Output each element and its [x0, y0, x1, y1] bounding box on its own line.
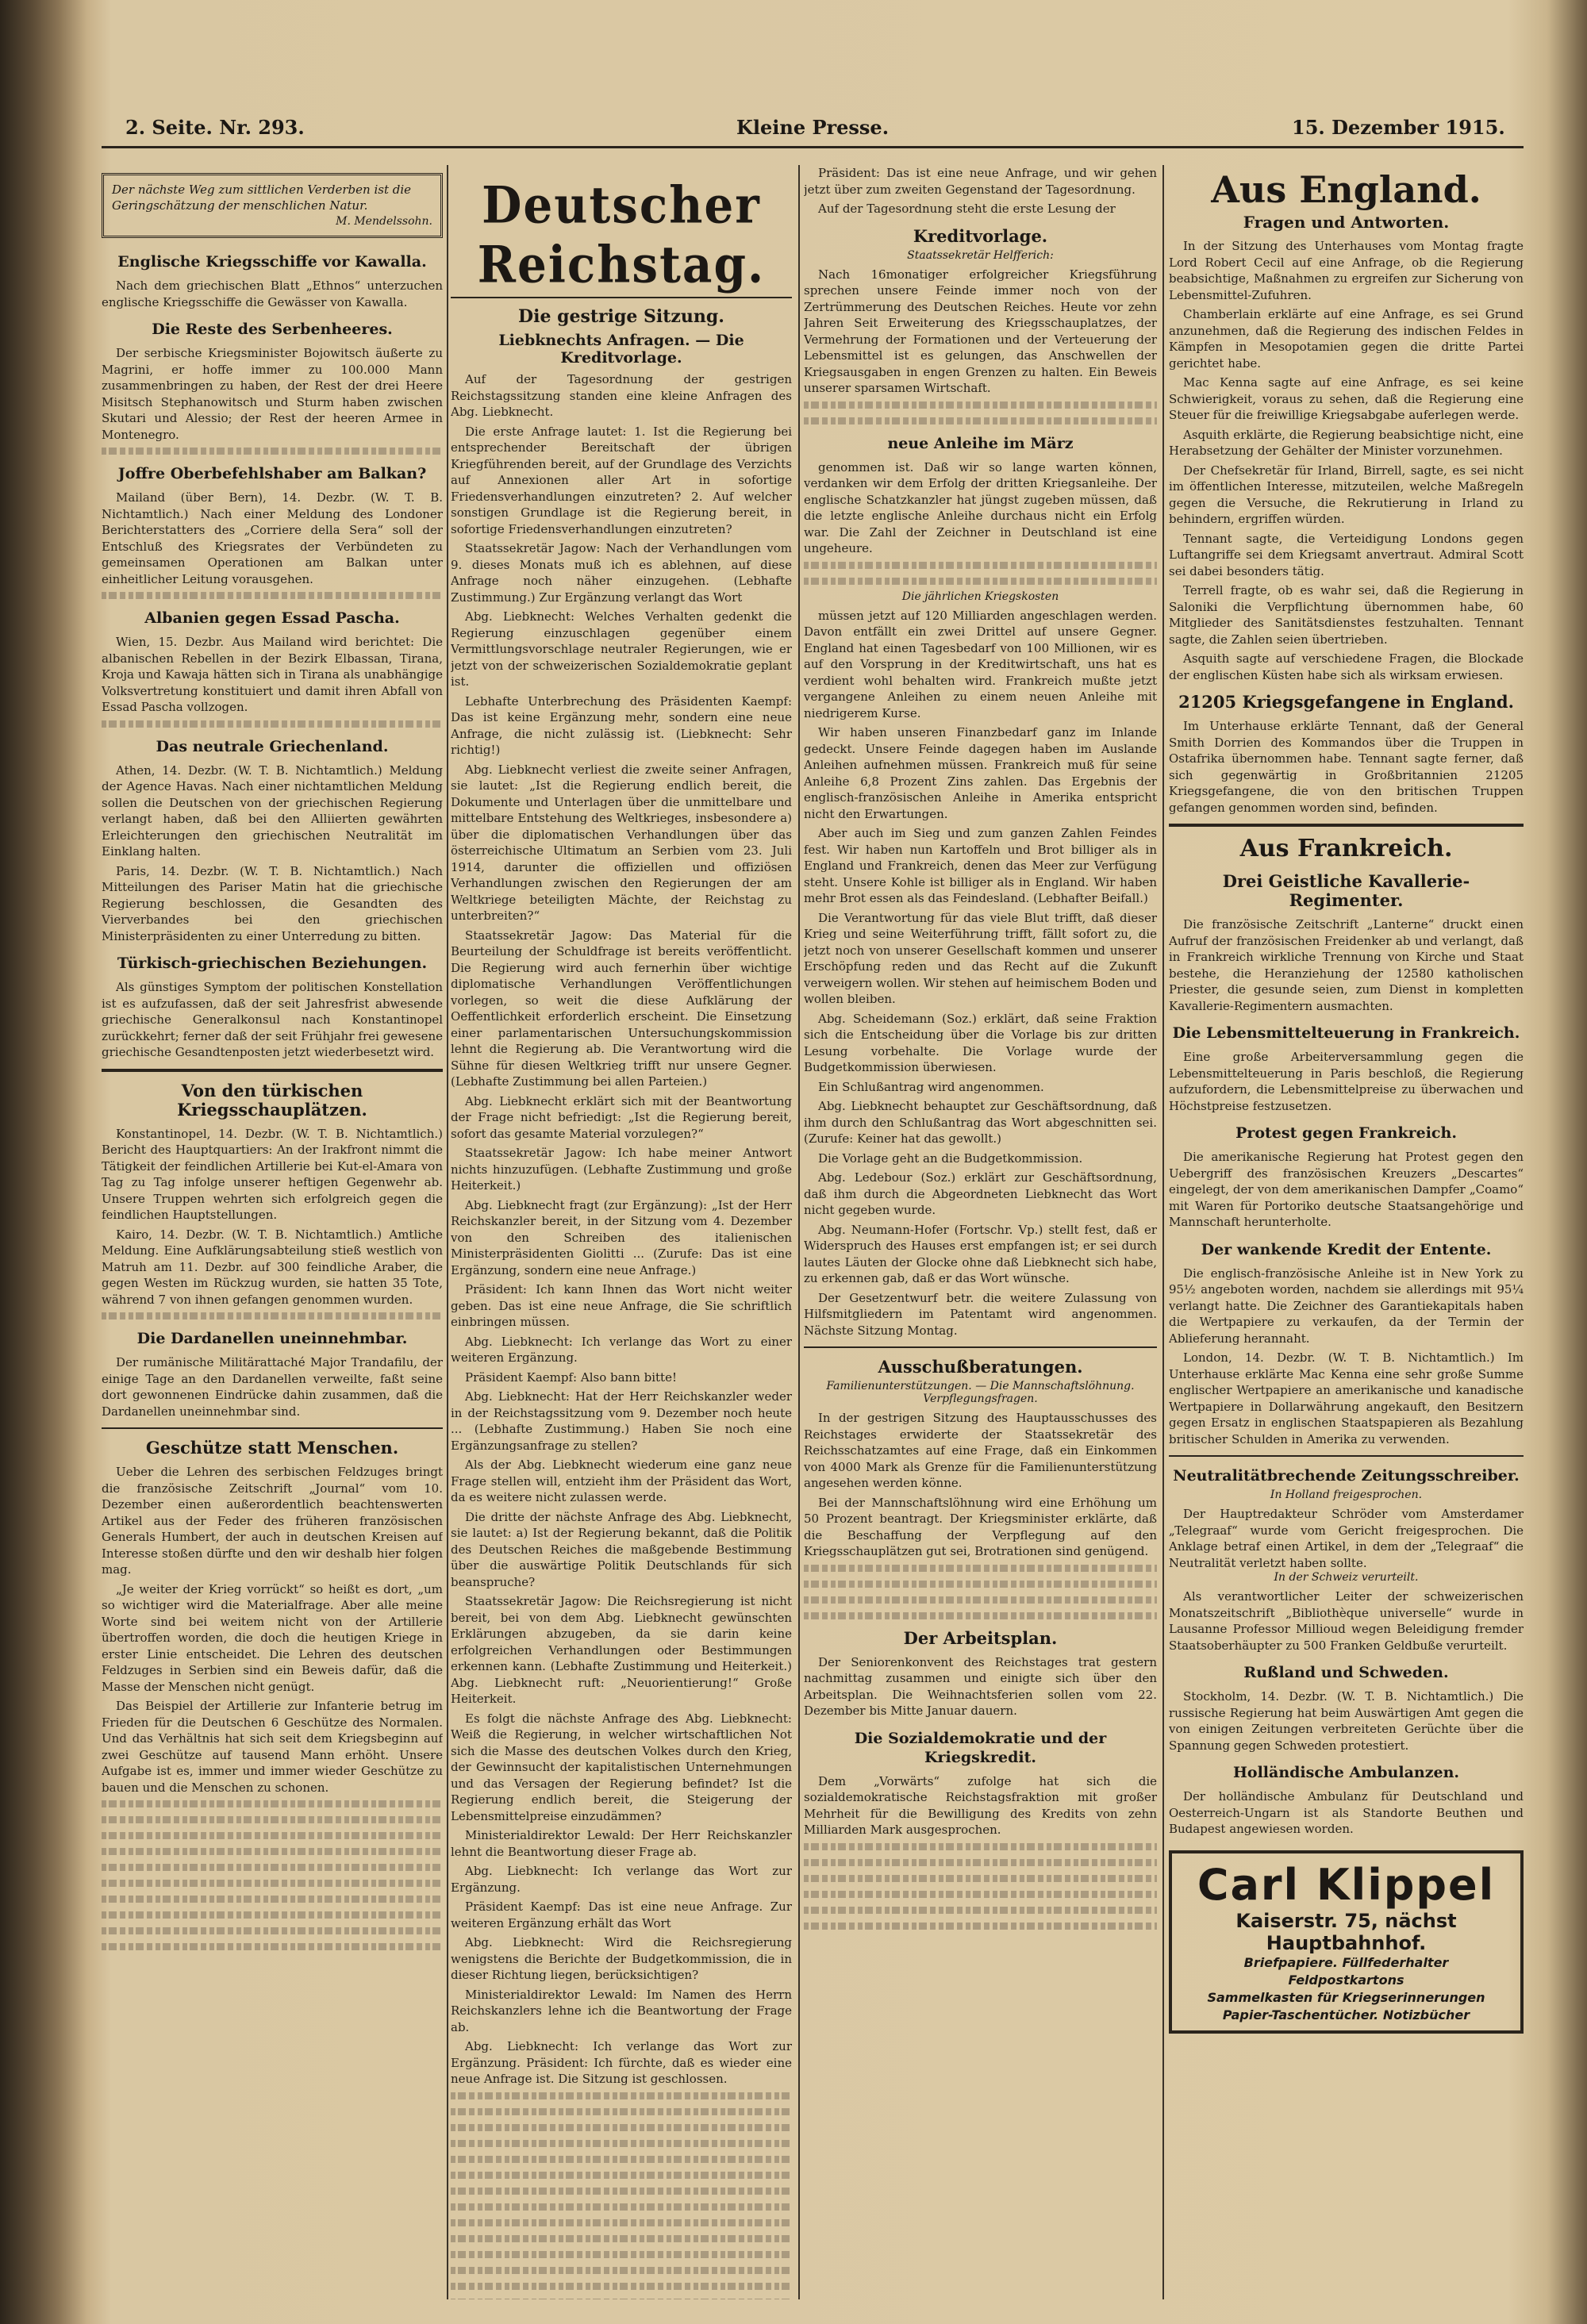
article-paragraph: müssen jetzt auf 120 Milliarden angeschlagen werden. Davon entfällt ein zwei Drittel auf unsere Gegner. England hat einen Tagesbedarf von 100 Millionen, wir es auf den Vorsprung in der Kreditwirtschaft, uns hat es verdient wohl behalten wird. Frankreich mußte jetzt vergangene Anleihen zu einem neuen Anleihe mit niedrigerem Kurse.: [804, 608, 1157, 720]
article-paragraph: Staatssekretär Jagow: Das Material für die Beurteilung der Schuldfrage ist bereits veröffentlicht. Die Regierung wird auch fernerhin über wichtige diplomatische Verhandlungen Veröffentlichungen vorlegen, so weit die diese Aufklärung der Oeffentlichkeit erforderlich erscheint. Die Einsetzung einer parlamentarischen Untersuchungskommission lehnt die Regierung ab. Die Verantwortung wird die Sühne für diesen Weltkrieg trifft nur unsere Gegner. (Lebhafte Zustimmung bei allen Parteien.): [451, 928, 792, 1089]
article-paragraph: Abg. Scheidemann (Soz.) erklärt, daß seine Fraktion sich die Entscheidung über die Vorlage bis zur dritten Lesung vorbehalte. Die Vorlage wurde der Budgetkommission überwiesen.: [804, 1011, 1157, 1074]
text-line: [102, 720, 443, 728]
text-line: [804, 417, 1157, 424]
text-line: [804, 1565, 1157, 1572]
article-paragraph: Abg. Liebknecht: Welches Verhalten gedenkt die Regierung einzuschlagen gegenüber einem Vermittlungsvorschlage neutraler Regierungen, wie er jetzt von der schweizerischen Sozialdemokratie geplant ist.: [451, 609, 792, 689]
advertiser-address: Kaiserstr. 75, nächst Hauptbahnhof.: [1235, 1909, 1457, 1954]
article-heading: Drei Geistliche Kavallerie-Regimenter.: [1222, 871, 1470, 910]
text-line: [102, 1816, 443, 1823]
subsection-label: Die jährlichen Kriegskosten: [901, 590, 1059, 603]
article-paragraph: Die dritte der nächste Anfrage des Abg. Liebknecht, sie lautet: a) Ist der Regierung bekannt, daß die Politik des Deutschen Reiches die maßgebende Bestimmung über die auswärtige Politik Deutschlands für sich beanspruche?: [451, 1509, 792, 1589]
text-line: [804, 1859, 1157, 1866]
section-rule: [1169, 824, 1524, 827]
paper-name: Kleine Presse.: [736, 116, 890, 139]
article-heading: Neutralitätbrechende Zeitungsschreiber.: [1173, 1467, 1520, 1485]
text-line: [102, 1880, 443, 1887]
article-paragraph: Mailand (über Bern), 14. Dezbr. (W. T. B. Nichtamtlich.) Nach einer Meldung des Londoner Berichterstatters des „Corriere della Sera“ soll der Entschluß des Kriegsrates der Verbündeten zu gemeinsamen Operationen am Balkan unter einheitlicher Leitung vorausgehen.: [102, 490, 443, 586]
article-paragraph: Dem „Vorwärts“ zufolge hat sich die sozialdemokratische Reichstagsfraktion mit großer Mehrheit für die Bewilligung des Kredits von zehn Milliarden Mark ausgesprochen.: [804, 1773, 1157, 1837]
article-paragraph: Als verantwortlicher Leiter der schweizerischen Monatszeitschrift „Bibliothèque universelle“ wurde in Lausanne Professor Millioud wegen Beleidigung fremder Staatsoberhäupter zu 500 Franken Geldbuße verurteilt.: [1169, 1589, 1524, 1653]
article-paragraph: London, 14. Dezbr. (W. T. B. Nichtamtlich.) Im Unterhause erklärte Mac Kenna eine sehr große Summe englischer Wertpapiere an amerikanische und kanadische Wertpapiere in Dollarwährung angekauft, den Besitzern gegen Ersatz in englischen Staatspapieren als Bezahlung britischer Schulden in Amerika zu verwenden.: [1169, 1350, 1524, 1446]
advertiser-name: Carl Klippel: [1197, 1859, 1496, 1910]
article-paragraph: Ueber die Lehren des serbischen Feldzuges bringt die französische Zeitschrift „Journal“ vom 10. Dezember einen außerordentlich beachtenswerten Artikel aus der Feder des früheren französischen Generals Humbert, der auch in deutschen Kreisen auf Interesse stoßen dürfte und den wir deshalb hier folgen mag.: [102, 1465, 443, 1577]
article-paragraph: Auf der Tagesordnung steht die erste Lesung der: [818, 202, 1116, 216]
text-line: [102, 1927, 443, 1934]
text-line: [451, 2283, 792, 2290]
text-line: [804, 1596, 1157, 1604]
text-line: [451, 2251, 792, 2258]
issue-date: 15. Dezember 1915.: [1292, 116, 1505, 139]
text-line: [102, 1800, 443, 1807]
article-heading: Die Dardanellen uneinnehmbar.: [136, 1330, 408, 1347]
text-line: [804, 1923, 1157, 1930]
article-paragraph: Präsident Kaempf: Das ist eine neue Anfrage. Zur weiteren Ergänzung erhält das Wort: [451, 1900, 792, 1930]
text-line: [804, 1612, 1157, 1619]
article-heading: Holländische Ambulanzen.: [1232, 1764, 1460, 1781]
text-line: [451, 2156, 792, 2163]
article-paragraph: Abg. Liebknecht: Wird die Reichsregierung wenigstens die Berichte der Budgetkommission, die in dieser Richtung liegen, berücksichtigen?: [451, 1935, 792, 1982]
section-subheading: Fragen und Antworten.: [1243, 213, 1450, 232]
speaker-label: Staatssekretär Helfferich:: [907, 248, 1054, 262]
article-paragraph: Wir haben unseren Finanzbedarf ganz im Inlande gedeckt. Unsere Feinde dagegen haben im Auslande Anleihen aufnehmen müssen. Frankreich muß für seine Anleihe 6,8 Prozent Zins zahlen. Das Ergebnis der englisch-französischen Anleihe in Amerika entspricht nicht den Erwartungen.: [804, 725, 1157, 821]
text-line: [804, 562, 1157, 569]
article-paragraph: Nach 16monatiger erfolgreicher Kriegsführung sprechen unsere Feinde immer noch von der Zertrümmerung des Deutschen Reiches. Heute vor zehn Jahren Seit Erweiterung des Kriegsschauplatzes, der Vermehrung der Formationen und der Verteuerung der Lebensmittel ist es gelungen, das Anschwellen der Kriegsausgaben in engen Grenzen zu halten. Ein Beweis unserer sparsamen Wirtschaft.: [804, 267, 1157, 395]
article-paragraph: Chamberlain erklärte auf eine Anfrage, es sei Grund anzunehmen, daß die Regierung des indischen Feldes in Kämpfen in Mesopotamien gegen die dritte Partei gerichtet habe.: [1169, 307, 1524, 371]
article-paragraph: Abg. Liebknecht: Hat der Herr Reichskanzler weder in der Reichstagssitzung vom 9. Dezember noch heute ... (Lebhafte Zustimmung.) Haben Sie noch eine Ergänzungsanfrage zu stellen?: [451, 1389, 792, 1453]
column-rule-3: [1162, 165, 1164, 2299]
article-paragraph: Ministerialdirektor Lewald: Der Herr Reichskanzler lehnt die Beantwortung dieser Frage ab.: [451, 1828, 792, 1859]
text-line: [102, 1864, 443, 1871]
advertisement-line: Sammelkasten für Kriegserinnerungen: [1207, 1989, 1485, 2005]
column-rule-2: [798, 165, 800, 2299]
article-paragraph: Ministerialdirektor Lewald: Im Namen des Herrn Reichskanzlers lehne ich die Beantwortung der Frage ab.: [451, 1987, 792, 2034]
motto-author: M. Mendelssohn.: [336, 215, 432, 228]
article-paragraph: Abg. Neumann-Hofer (Fortschr. Vp.) stellt fest, daß er Widerspruch des Hauses erst empfangen ist; er sei durch lautes Läuten der Glocke ohne daß Liebknecht sich habe, zu erkennen gab, daß er das Wort wünsche.: [804, 1222, 1157, 1285]
text-line: [102, 1848, 443, 1855]
article-paragraph: Tennant sagte, die Verteidigung Londons gegen Luftangriffe sei dem Kriegsamt anvertraut. Admiral Scott sei dabei besonders tätig.: [1169, 531, 1524, 578]
article-paragraph: Kairo, 14. Dezbr. (W. T. B. Nichtamtlich.) Amtliche Meldung. Eine Aufklärungsabteilung stieß westlich von Matruh am 11. Dezbr. auf 300 feindliche Araber, die gegen Westen im Rückzug wurden, sie hatten 35 Tote, während 7 von ihnen gefangen genommen wurden.: [102, 1227, 443, 1307]
article-heading: Die Reste des Serbenheeres.: [152, 321, 393, 338]
article-paragraph: Lebhafte Unterbrechung des Präsidenten Kaempf: Das ist keine Ergänzung mehr, sondern eine neue Anfrage, die nicht zulässig ist. (Liebknecht: Sehr richtig!): [451, 693, 792, 757]
article-paragraph: Es folgt die nächste Anfrage des Abg. Liebknecht: Weiß die Regierung, in welcher wirtschaftlichen Not sich die Masse des deutschen Volkes durch den Krieg, der Gewinnsucht der kapitalistischen Unternehmungen und das Versagen der Regierung befindet? Ist die Regierung endlich bereit, die Steigerung der Lebensmittelpreise einzudämmen?: [451, 1711, 792, 1823]
article-paragraph: Abg. Liebknecht fragt (zur Ergänzung): „Ist der Herr Reichskanzler bereit, in der Sitzung vom 4. Dezember von den Schreiben des italienischen Ministerpräsidenten Giolitti ... (Zurufe: Das ist eine Ergänzung, sondern eine neue Anfrage.): [451, 1197, 792, 1277]
column-1: [102, 165, 443, 2299]
article-heading: neue Anleihe im März: [887, 434, 1074, 452]
article-paragraph: Stockholm, 14. Dezbr. (W. T. B. Nichtamtlich.) Die russische Regierung hat beim Auswärtigen Amt gegen die von einigen Zeitungen verbreiteten Gerüchte über die Spannung gegen Schweden protestiert.: [1169, 1689, 1524, 1753]
article-heading: Das neutrale Griechenland.: [156, 737, 389, 755]
column-rule-1: [447, 165, 448, 2299]
article-paragraph: Der Seniorenkonvent des Reichstages trat gestern nachmittag zusammen und einigte sich über den Arbeitsplan. Die Weihnachtsferien sollen vom 22. Dezember bis Mitte Januar dauern.: [804, 1654, 1157, 1718]
article-paragraph: Abg. Liebknecht: Ich verlange das Wort zur Ergänzung.: [451, 1864, 792, 1895]
article-paragraph: Präsident: Ich kann Ihnen das Wort nicht weiter geben. Das ist eine neue Anfrage, die Sie schriftlich einbringen müssen.: [451, 1282, 792, 1329]
article-paragraph: Präsident: Das ist eine neue Anfrage, und wir gehen jetzt über zum zweiten Gegenstand der Tagesordnung.: [804, 166, 1157, 197]
article-paragraph: Im Unterhause erklärte Tennant, daß der General Smith Dorrien des Kommandos über die Truppen in Ostafrika übernommen habe. Tennant sagte ferner, daß sich gegenwärtig in Großbritannien 21205 Kriegsgefangene, die von den britischen Truppen gefangen genommen worden sind, befinden.: [1169, 719, 1524, 815]
text-line: [102, 1896, 443, 1903]
text-line: [451, 2203, 792, 2211]
newspaper-page: [102, 94, 1524, 2315]
article-paragraph: Die französische Zeitschrift „Lanterne“ druckt einen Aufruf der französischen Freidenker ab und verlangt, daß in Frankreich wirkliche Trennung von Kirche und Staat bestehe, die Heranziehung der 12580 katholischen Priester, die gesunde seien, zum Dienst in kompletten Kavallerie-Regimentern ausmachten.: [1169, 917, 1524, 1013]
article-paragraph: Auf der Tagesordnung der gestrigen Reichstagssitzung standen eine kleine Anfragen des Abg. Liebknecht.: [451, 372, 792, 419]
article-paragraph: Abg. Liebknecht: Ich verlange das Wort zu einer weiteren Ergänzung.: [451, 1334, 792, 1365]
section-masthead: Aus England.: [1211, 168, 1481, 211]
text-line: [804, 1891, 1157, 1898]
article-paragraph: Die Vorlage geht an die Budgetkommission.: [818, 1150, 1083, 1166]
article-heading: Joffre Oberbefehlshaber am Balkan?: [117, 465, 427, 482]
article-paragraph: Abg. Liebknecht behauptet zur Geschäftsordnung, daß ihm durch den Schlußantrag das Wort abgeschnitten sei. (Zurufe: Keiner hat das gewollt.): [804, 1099, 1157, 1146]
section-rule: [102, 1069, 443, 1072]
article-paragraph: Athen, 14. Dezbr. (W. T. B. Nichtamtlich.) Meldung der Agence Havas. Nach einer nichtamtlichen Meldung sollen die Deutschen von der griechischen Regierung verlangt haben, daß bei den Alliierten gewährten Erleichterungen den griechischen Neutralität im Einklang halten.: [102, 763, 443, 859]
text-line: [102, 592, 443, 599]
text-line: [451, 2188, 792, 2195]
article-heading: Geschütze statt Menschen.: [145, 1438, 399, 1458]
running-header: [102, 111, 1524, 148]
column-2: [451, 165, 792, 2299]
section-masthead: Aus Frankreich.: [1239, 835, 1453, 862]
text-line: [804, 1843, 1157, 1850]
text-line: [102, 1911, 443, 1919]
article-paragraph: Abg. Ledebour (Soz.) erklärt zur Geschäftsordnung, daß ihm durch die Abgeordneten Liebknecht das Wort nicht gegeben wurde.: [804, 1170, 1157, 1217]
article-heading: Der wankende Kredit der Entente.: [1201, 1240, 1492, 1258]
subsection-label: Familienunterstützungen. — Die Mannschaftslöhnung. Verpflegungsfragen.: [826, 1380, 1135, 1405]
article-paragraph: Asquith sagte auf verschiedene Fragen, die Blockade der englischen Küsten habe sich als wirksam erwiesen.: [1169, 651, 1524, 682]
text-line: [451, 2124, 792, 2131]
text-line: [451, 2108, 792, 2115]
section-rule: [1169, 1455, 1524, 1457]
article-paragraph: Der Gesetzentwurf betr. die weitere Zulassung von Hilfsmitgliedern im Patentamt wird angenommen. Nächste Sitzung Montag.: [804, 1290, 1157, 1338]
column-4: [1169, 165, 1524, 2299]
article-paragraph: In der Sitzung des Unterhauses vom Montag fragte Lord Robert Cecil auf eine Anfrage, ob die Regierung beabsichtige, Maßnahmen zu ergreifen zur Sicherung von Lebensmittel-Zufuhren.: [1169, 239, 1524, 302]
text-line: [102, 1943, 443, 1950]
article-paragraph: Als der Abg. Liebknecht wiederum eine ganz neue Frage stellen will, entzieht ihm der Präsident das Wort, da es weitere nicht zulassen werde.: [451, 1458, 792, 1504]
page-number: 2. Seite. Nr. 293.: [125, 116, 305, 139]
article-paragraph: Präsident Kaempf: Also bann bitte!: [465, 1369, 677, 1385]
article-paragraph: Ein Schlußantrag wird angenommen.: [818, 1079, 1044, 1094]
article-paragraph: Paris, 14. Dezbr. (W. T. B. Nichtamtlich.) Nach Mitteilungen des Pariser Matin hat die griechische Regierung beschlossen, die Gesandten des Vierverbandes bei den griechischen Ministerpräsidenten zu einer Unterredung zu bitten.: [102, 863, 443, 943]
article-paragraph: Eine große Arbeiterversammlung gegen die Lebensmittelteuerung in Paris beschloß, die Regierung aufzufordern, die Lebensmittelpreise zu überwachen und Höchstpreise festzusetzen.: [1169, 1050, 1524, 1113]
motto-text: Der nächste Weg zum sittlichen Verderben ist die Geringschätzung der menschlichen Natur.: [112, 182, 412, 213]
article-paragraph: Abg. Liebknecht erklärt sich mit der Beantwortung der Frage nicht befriedigt: „Ist die Regierung bereit, sofort das gesamte Material vorzulegen?“: [451, 1093, 792, 1141]
subsection-label: In Holland freigesprochen.: [1270, 1489, 1423, 1501]
advertisement-box: [1169, 1850, 1524, 2034]
article-paragraph: Der Hauptredakteur Schröder vom Amsterdamer „Telegraaf“ wurde vom Gericht freigesprochen. Die Anklage betraf einen Artikel, in dem der „Telegraaf“ die Neutralität verletzt haben sollte.: [1169, 1507, 1524, 1570]
text-line: [804, 578, 1157, 585]
article-paragraph: Der serbische Kriegsminister Bojowitsch äußerte zu Magrini, er hoffe immer zu 100.000 Mann zusammenbringen zu haben, der Rest der drei Heere Misitsch Stephanowitsch und Sturm haben zwischen Skutari und Alessio; der Rest der heeren Armee in Montenegro.: [102, 346, 443, 442]
text-line: [102, 1312, 443, 1319]
article-heading: Die Sozialdemokratie und der Kriegskredit.: [854, 1729, 1107, 1766]
article-heading: 21205 Kriegsgefangene in England.: [1178, 692, 1514, 712]
column-3: [804, 165, 1157, 2299]
section-rule: [804, 1346, 1157, 1348]
article-heading: Protest gegen Frankreich.: [1235, 1124, 1457, 1142]
article-paragraph: Abg. Liebknecht verliest die zweite seiner Anfragen, sie lautet: „Ist die Regierung endlich bereit, die Dokumente und Unterlagen über die unmittelbare und mittelbare Entstehung des Weltkrieges, insbesondere a) über die diplomatischen Verhandlungen über das österreichische Ultimatum an Serbien vom 23. Juli 1914, darunter die offiziellen und offiziösen Verhandlungen zwischen den Regierungen der am Weltkriege beteiligten Mächte, der Reichstag zu unterbreiten?“: [451, 762, 792, 923]
text-line: [451, 2219, 792, 2226]
section-masthead: Deutscher Reichstag.: [477, 175, 766, 294]
text-line: [451, 2235, 792, 2242]
article-paragraph: Die erste Anfrage lautet: 1. Ist die Regierung bei entsprechender Bereitschaft der übrigen Kriegführenden bereit, auf der Grundlage des Verzichts auf Annexionen aller Art in sofortige Friedensverhandlungen einzutreten? 2. Auf welcher sonstigen Grundlage ist die Regierung bereit, in sofortige Friedensverhandlungen einzutreten?: [451, 424, 792, 536]
text-line: [451, 2172, 792, 2179]
text-line: [451, 2140, 792, 2147]
text-line: [804, 1875, 1157, 1882]
motto-box: [102, 173, 443, 238]
article-paragraph: Als günstiges Symptom der politischen Konstellation ist es aufzufassen, daß der seit Jahresfrist abwesende griechische Generalkonsul nach Konstantinopel zurückkehrt; ferner daß der seit Frühjahr frei gewesene griechische Gesandtenposten jetzt wiederbesetzt wird.: [102, 980, 443, 1059]
article-paragraph: Terrell fragte, ob es wahr sei, daß die Regierung in Saloniki die Verpflichtung übernommen habe, 60 Mitglieder des Sanitätsdienstes festzuhalten. Tennant sagte, die Zahlen seien übertrieben.: [1169, 583, 1524, 647]
text-line: [451, 2267, 792, 2274]
article-paragraph: Aber auch im Sieg und zum ganzen Zahlen Feindes fest. Wir haben nun Kartoffeln und Brot billiger als in England und Frankreich, denen das Meer zur Verfügung steht. Unsere Kohle ist billiger als in England. Wir haben mehr Brot essen als das Feindesland. (Lebhafter Beifall.): [804, 826, 1157, 905]
article-paragraph: Die englisch-französische Anleihe ist in New York zu 95½ angeboten worden, nachdem sie allerdings mit 95¼ verlangt hatte. Die Zeichner des Garantiekapitals haben die Wertpapiere zu verkaufen, da der Termin der Ablieferung herannaht.: [1169, 1266, 1524, 1346]
article-paragraph: „Je weiter der Krieg vorrückt“ so heißt es dort, „um so wichtiger wird die Materialfrage. Aber alle meine Worte sind bei weitem nicht von der Artillerie übertroffen worden, die doch die heutigen Kriege in erster Linie entscheidet. Die Lehren des deutschen Feldzuges in Serbien sind ein Beweis dafür, daß die Masse der Menschen nicht genügt.: [102, 1581, 443, 1694]
article-heading: Die Lebensmittelteuerung in Frankreich.: [1172, 1024, 1520, 1042]
text-line: [804, 401, 1157, 409]
article-paragraph: Bei der Mannschaftslöhnung wird eine Erhöhung um 50 Prozent beantragt. Der Kriegsminister erklärte, daß die Beschaffung der Verpflegung auf den Kriegsschauplätzen gut sei, Brotrationen sind genügend.: [804, 1495, 1157, 1558]
text-line: [102, 448, 443, 455]
article-paragraph: Der holländische Ambulanz für Deutschland und Oesterreich-Ungarn ist als Standorte Beuthen und Budapest angewiesen worden.: [1169, 1789, 1524, 1836]
article-paragraph: Wien, 15. Dezbr. Aus Mailand wird berichtet: Die albanischen Rebellen in der Bezirk Elbassan, Tirana, Kroja und Kawaja hätten sich in Tirana als unabhängige Volksvertretung konstituiert und damit ihren Abfall von Essad Pascha vollzogen.: [102, 635, 443, 714]
article-paragraph: Die Verantwortung für das viele Blut trifft, daß dieser Krieg und seine Weiterführung trifft, fällt sofort zu, die jetzt noch von unserer Gesellschaft kommen und unserer Erschöpfung reden und das Recht auf die Zukunft verweigern wollen. Wir stehen auf heimischem Boden und wollen bleiben.: [804, 910, 1157, 1006]
article-heading: Ausschußberatungen.: [878, 1357, 1083, 1377]
article-paragraph: Konstantinopel, 14. Dezbr. (W. T. B. Nichtamtlich.) Bericht des Hauptquartiers: An der Irakfront nimmt die Tätigkeit der feindlichen Artillerie bei Kut-el-Amara von Tag zu Tag infolge unserer heftigen Gegenwehr ab. Unsere Truppen wehrten sich erfolgreich gegen die feindlichen Hauptstellungen.: [102, 1126, 443, 1222]
article-paragraph: Mac Kenna sagte auf eine Anfrage, es sei keine Schwierigkeit, voraus zu sehen, daß die Regierung eine Steuer für die freiwillige Kriegsabgabe auferlegen werde.: [1169, 375, 1524, 422]
text-line: [451, 2299, 792, 2300]
article-heading: Der Arbeitsplan.: [903, 1627, 1058, 1648]
article-paragraph: In der gestrigen Sitzung des Hauptausschusses des Reichstages erwiderte der Staatssekretär des Reichsschatzamtes auf eine Frage, daß ein Einkommen von 4000 Mark als Grenze für die Familienunterstützung angesehen werden könne.: [804, 1411, 1157, 1490]
article-heading: Kreditvorlage.: [913, 225, 1048, 246]
advertisement-line: Papier-Taschentücher. Notizbücher: [1222, 2007, 1470, 2022]
article-paragraph: genommen ist. Daß wir so lange warten können, verdanken wir dem Erfolg der dritten Kriegsanleihe. Der englische Schatzkanzler hat jüngst zugeben müssen, daß die letzte englische Anleihe durchaus nicht ein Erfolg war. Die Zahl der Zeichner in Deutschland ist eine ungeheure.: [804, 459, 1157, 555]
text-line: [804, 1907, 1157, 1914]
advertisement-line: Briefpapiere. Füllfederhalter: [1243, 1954, 1449, 1970]
article-paragraph: Staatssekretär Jagow: Die Reichsregierung ist nicht bereit, bei von dem Abg. Liebknecht gewünschten Erklärungen abzugeben, da sie darin keine erfolgreichen Verhandlungen oder Bestimmungen erkennen kann. (Lebhafte Zustimmung und Heiterkeit.) Abg. Liebknecht ruft: „Neuorientierung!“ Große Heiterkeit.: [451, 1594, 792, 1706]
article-paragraph: Asquith erklärte, die Regierung beabsichtige nicht, eine Herabsetzung der Gehälter der Minister vorzunehmen.: [1169, 427, 1524, 458]
article-heading: Englische Kriegsschiffe vor Kawalla.: [117, 253, 427, 271]
article-heading: Albanien gegen Essad Pascha.: [144, 609, 400, 627]
article-heading: Türkisch-griechischen Beziehungen.: [117, 955, 428, 972]
article-paragraph: Der Chefsekretär für Irland, Birrell, sagte, es sei nicht im öffentlichen Interesse, mitzuteilen, welche Maßregeln gegen die Versuche, die Rekrutierung in Irland zu behindern, ergriffen würden.: [1169, 463, 1524, 526]
text-line: [102, 1832, 443, 1839]
section-rule: [451, 297, 792, 298]
article-paragraph: Abg. Liebknecht: Ich verlange das Wort zur Ergänzung. Präsident: Ich fürchte, daß es wieder eine neue Anfrage ist. Die Sitzung ist geschlossen.: [451, 2039, 792, 2086]
article-paragraph: Der rumänische Militärattaché Major Trandafilu, der einige Tage an den Dardanellen verweilte, faßt seine dort gewonnenen Eindrücke dahin zusammen, daß die Dardanellen uneinnehmbar sind.: [102, 1355, 443, 1419]
article-paragraph: Die amerikanische Regierung hat Protest gegen den Uebergriff des französischen Kreuzers „Descartes“ eingelegt, der von dem amerikanischen Dampfer „Coamo“ mit Waren für Portoriko deutsche Staatsangehörige und Mannschaft herunterholte.: [1169, 1150, 1524, 1229]
section-subheading: Die gestrige Sitzung.: [518, 306, 724, 327]
article-heading: Rußland und Schweden.: [1243, 1664, 1449, 1681]
advertisement-line: Feldpostkartons: [1288, 1972, 1404, 1988]
article-paragraph: Das Beispiel der Artillerie zur Infanterie betrug im Frieden für die Deutschen 6 Geschütze des Normalen. Und das Verhältnis hat sich seit dem Kriegsbeginn auf zwei Geschütze auf tausend Mann erhöht. Unsere Aufgabe ist es, immer und immer wieder Geschütze zu bauen und die Menschen zu schonen.: [102, 1699, 443, 1795]
section-rule: [102, 1427, 443, 1429]
article-paragraph: Staatssekretär Jagow: Ich habe meiner Antwort nichts hinzuzufügen. (Lebhafte Zustimmung und große Heiterkeit.): [451, 1146, 792, 1193]
article-paragraph: Staatssekretär Jagow: Nach der Verhandlungen vom 9. dieses Monats muß ich es ablehnen, auf diese Anfrage noch näher einzugehen. (Lebhafte Zustimmung.) Zur Ergänzung verlangt das Wort: [451, 541, 792, 605]
section-subheading: Liebknechts Anfragen. — Die Kreditvorlage.: [498, 332, 744, 367]
article-paragraph: Nach dem griechischen Blatt „Ethnos“ unterzuchen englische Kriegsschiffe die Gewässer von Kawalla.: [102, 278, 443, 309]
text-line: [451, 2092, 792, 2099]
article-heading: Von den türkischen Kriegsschauplätzen.: [177, 1080, 367, 1120]
text-line: [804, 1581, 1157, 1588]
subsection-label: In der Schweiz verurteilt.: [1274, 1571, 1419, 1584]
